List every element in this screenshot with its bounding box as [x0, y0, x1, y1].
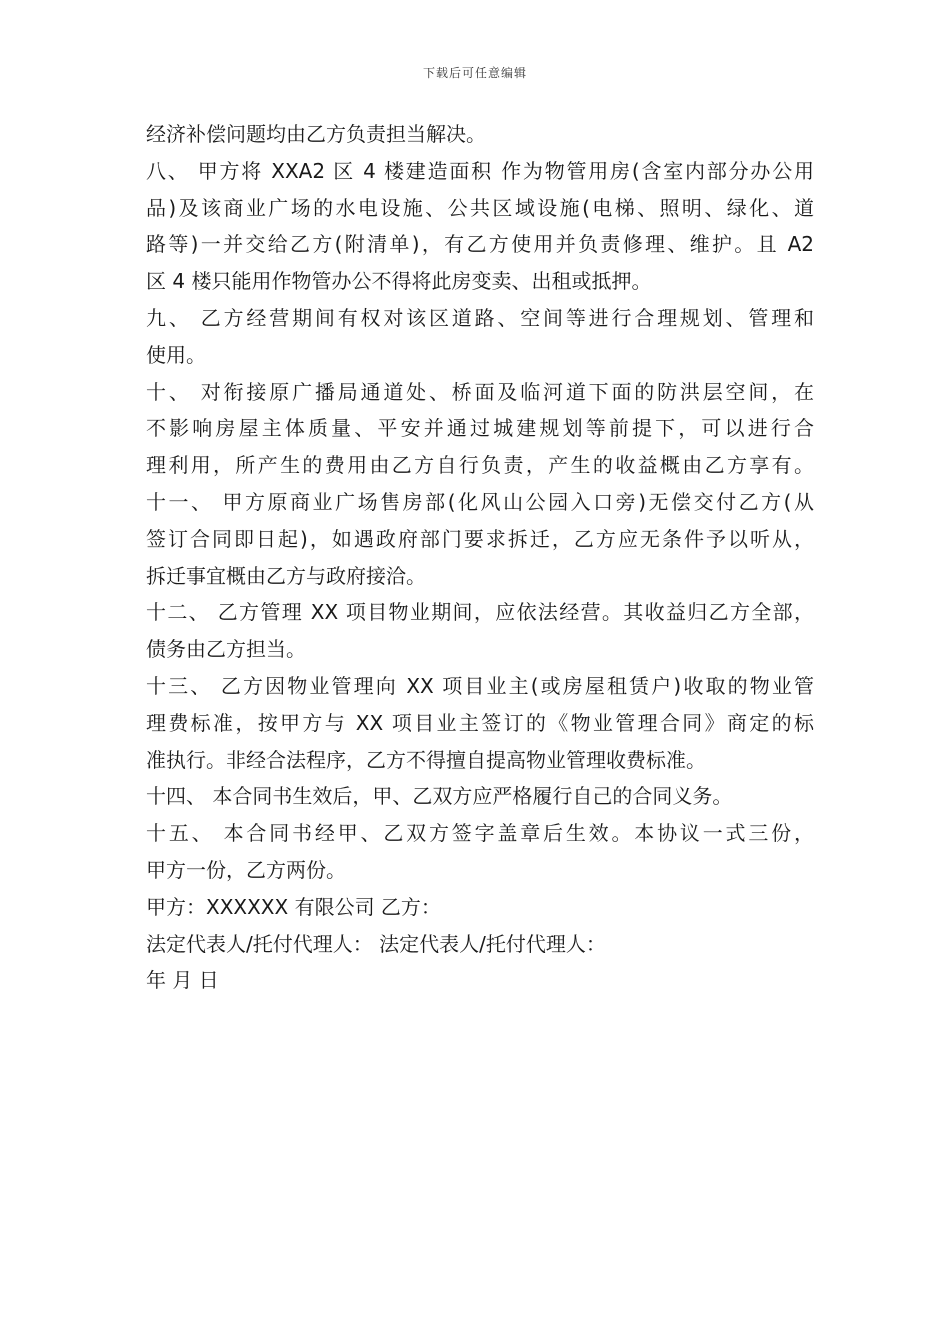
text-line: 十四、 本合同书生效后，甲、乙双方应严格履行自己的合同义务。	[146, 784, 733, 809]
text-line: 十五、 本合同书经甲、乙双方签字盖章后生效。本协议一式三份，	[146, 821, 814, 846]
text-line: 十二、 乙方管理 XX 项目物业期间，应依法经营。其收益归乙方全部，	[146, 600, 814, 625]
text-line: 十三、 乙方因物业管理向 XX 项目业主(或房屋租赁户)收取的物业管	[146, 673, 814, 698]
text-line: 签订合同即日起)，如遇政府部门要求拆迁，乙方应无条件予以听从，	[146, 526, 814, 551]
signature-party-line: 甲方：XXXXXX 有限公司 乙方：	[146, 894, 441, 919]
text-line: 甲方一份，乙方两份。	[146, 857, 346, 882]
document-body	[146, 116, 814, 999]
text-line: 经济补偿问题均由乙方负责担当解决。	[146, 122, 486, 146]
page-header: 下载后可任意编辑	[422, 66, 527, 80]
text-line: 十一、 甲方原商业广场售房部(化风山公园入口旁)无偿交付乙方(从	[146, 489, 814, 514]
signature-representative-line: 法定代表人/托付代理人： 法定代表人/托付代理人：	[146, 931, 606, 956]
text-line: 九、 乙方经营期间有权对该区道路、空间等进行合理规划、管理和	[146, 305, 814, 330]
text-line: 路等)一并交给乙方(附清单)，有乙方使用并负责修理、维护。且 A2	[146, 232, 814, 257]
text-line: 债务由乙方担当。	[146, 637, 306, 662]
text-line: 理费标准，按甲方与 XX 项目业主签订的《物业管理合同》商定的标	[146, 710, 814, 735]
text-line: 不影响房屋主体质量、平安并通过城建规划等前提下，可以进行合	[146, 416, 814, 441]
text-line: 十、 对衔接原广播局通道处、桥面及临河道下面的防洪层空间，在	[146, 379, 814, 404]
signature-date-line: 年 月 日	[146, 968, 219, 993]
text-line: 品)及该商业广场的水电设施、公共区域设施(电梯、照明、绿化、道	[146, 195, 814, 220]
text-line: 准执行。非经合法程序，乙方不得擅自提高物业管理收费标准。	[146, 747, 706, 772]
text-line: 拆迁事宜概由乙方与政府接洽。	[146, 563, 426, 588]
text-line: 理利用，所产生的费用由乙方自行负责，产生的收益概由乙方享有。	[146, 453, 814, 478]
text-line: 八、 甲方将 XXA2 区 4 楼建造面积 作为物管用房(含室内部分办公用	[146, 158, 814, 183]
text-line: 区 4 楼只能用作物管办公不得将此房变卖、出租或抵押。	[146, 269, 652, 294]
text-line: 使用。	[146, 342, 206, 367]
